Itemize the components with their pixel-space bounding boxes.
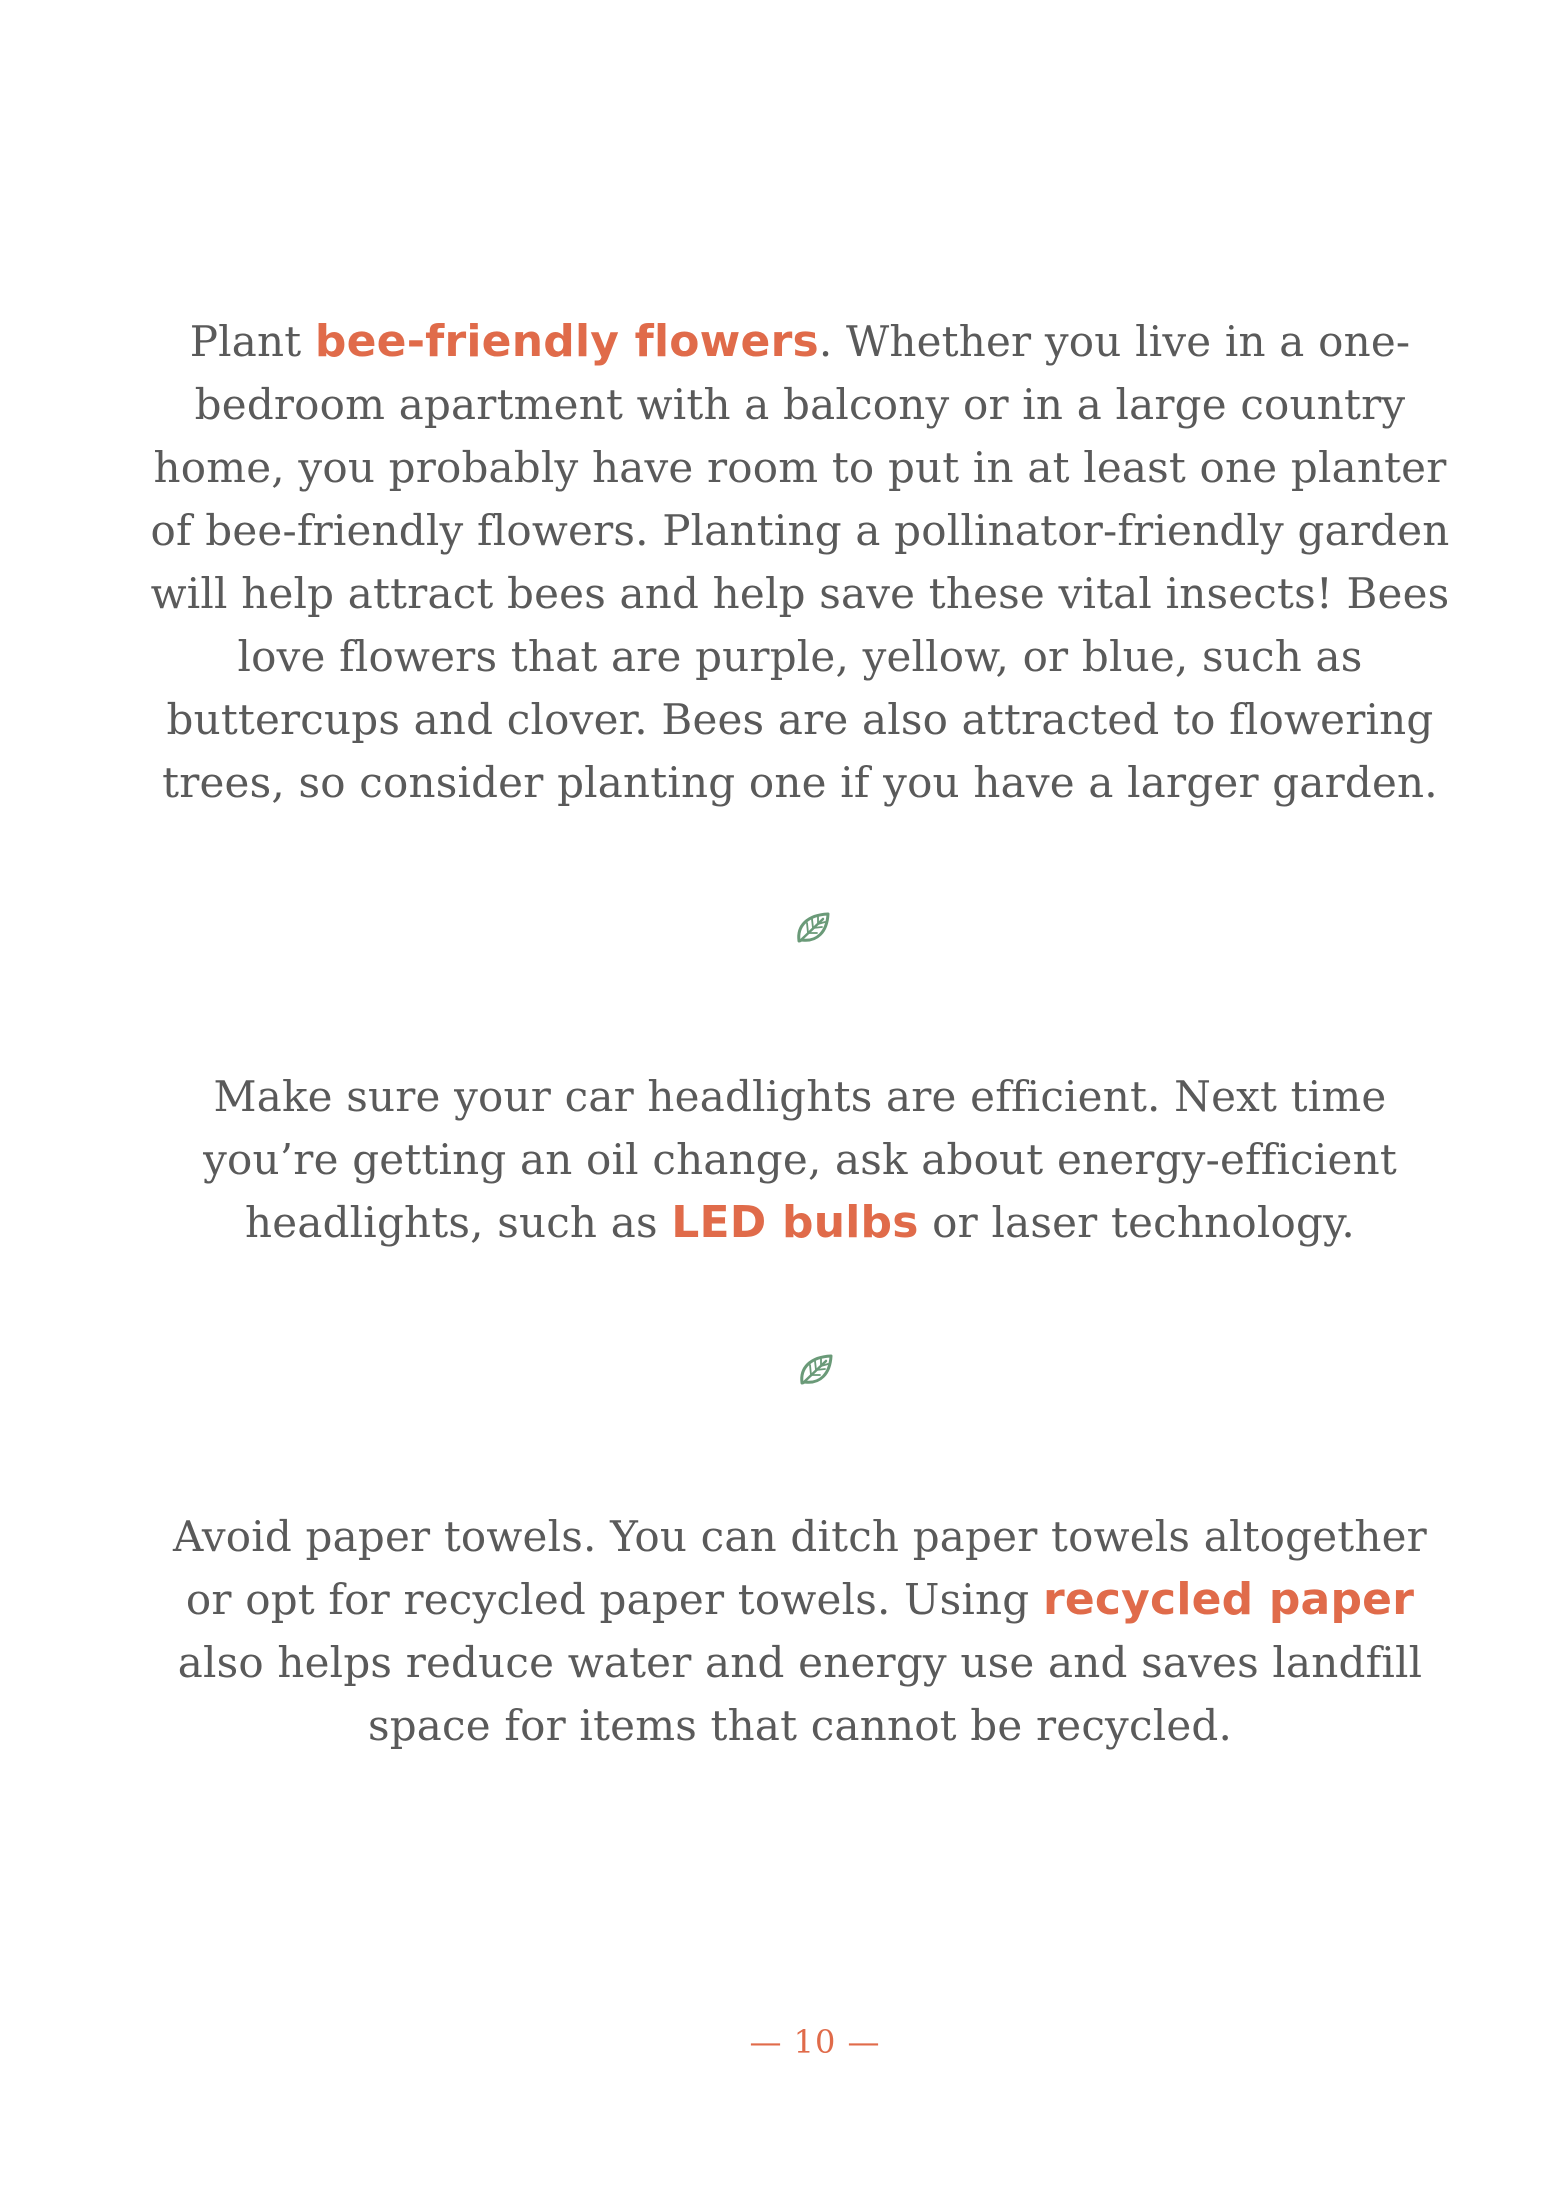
highlight-term: bee-friendly flowers xyxy=(314,316,819,367)
tip-text-before: Avoid paper towels. You can ditch paper towels altogether or opt for recycled paper towels. Using xyxy=(173,1512,1427,1624)
page-number: — 10 — xyxy=(749,2023,881,2061)
highlight-term: LED bulbs xyxy=(671,1197,919,1248)
tip-text-after: also helps reduce water and energy use and saves landfill space for items that cannot be recycled. xyxy=(177,1638,1423,1750)
leaf-icon xyxy=(796,1350,836,1390)
tip-avoid-paper-towels xyxy=(150,1505,1450,1757)
tip-text-before: Plant xyxy=(189,317,315,366)
leaf-icon xyxy=(793,908,833,948)
tip-text-after: . Whether you live in a one-bedroom apartment with a balcony or in a large country home, you probably have room to put in at least one planter of bee-friendly flowers. Planting a pollinator-friendly garden will help attract bees and help save these vital insects! Bees love flowers that are purple, yellow, or blue, such as buttercups and clover. Bees are also attracted to flowering trees, so consider planting one if you have a larger garden. xyxy=(150,317,1450,807)
tip-bee-friendly-flowers xyxy=(150,310,1450,814)
tip-text-after: or laser technology. xyxy=(918,1198,1355,1247)
highlight-term: recycled paper xyxy=(1042,1574,1415,1625)
tip-text-before: Make sure your car headlights are efficient. Next time you’re getting an oil change, ask about energy-efficient headlights, such as xyxy=(203,1072,1397,1247)
tip-car-headlights xyxy=(150,1065,1450,1254)
